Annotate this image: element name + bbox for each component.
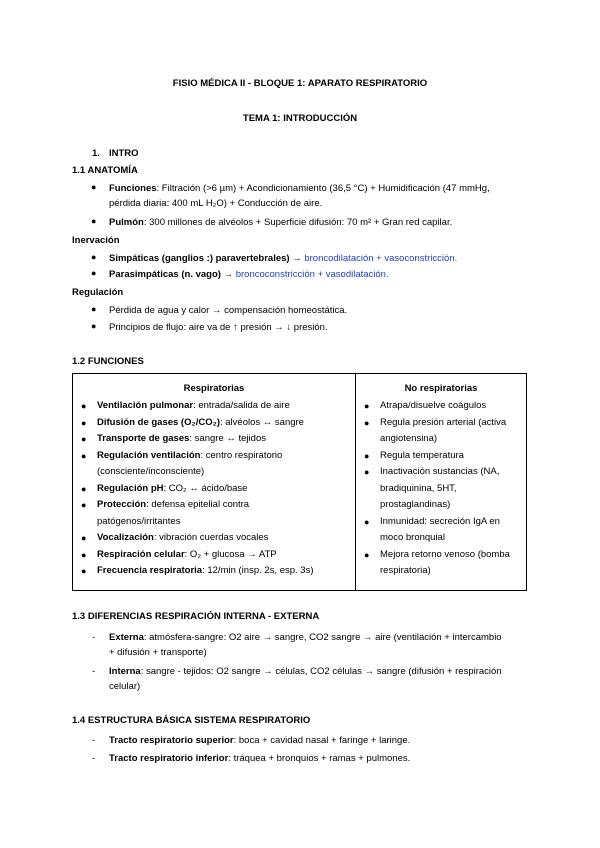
bullet-icon: ● <box>91 182 97 192</box>
anatomia-heading: 1.1 ANATOMÍA <box>72 165 138 176</box>
list-item: ● Regula temperatura <box>364 449 464 461</box>
dash-icon: - <box>92 753 96 764</box>
respiratorias-list <box>73 398 355 580</box>
estructura-item-inferior: Tracto respiratorio inferior: tráquea + bronquios + ramas + pulmones. <box>109 753 411 764</box>
list-item: ● Inmunidad: secreción IgA en moco bronquial <box>364 515 500 543</box>
list-item: ● Regulación pH: CO₂ ↔ ácido/base <box>81 482 248 494</box>
bullet-icon: ● <box>91 304 97 314</box>
dash-icon: - <box>92 735 96 746</box>
estructura-item-superior: Tracto respiratorio superior: boca + cavidad nasal + faringe + laringe. <box>109 735 411 746</box>
list-item: ● Ventilación pulmonar: entrada/salida de aire <box>81 400 290 411</box>
list-item: ● Transporte de gases: sangre ↔ tejidos <box>81 433 266 444</box>
no-respiratorias-column <box>356 374 527 591</box>
document-title: FISIO MÉDICA II - BLOQUE 1: APARATO RESPIRATORIO <box>172 78 428 89</box>
list-item: ● Vocalización: vibración cuerdas vocales <box>81 532 269 543</box>
list-item: ● Regulación ventilación: centro respiratorio (consciente/inconsciente) <box>81 449 283 477</box>
bullet-icon: ● <box>91 252 97 262</box>
no-respiratorias-header: No respiratorias <box>404 383 478 394</box>
list-item: ● Inactivación sustancias (NA, bradiquinina, 5HT, prostaglandinas) <box>364 466 500 510</box>
anatomia-item-funciones: Funciones: Filtración (>6 µm) + Acondicionamiento (36,5 °C) + Humidificación (47 mmHg, <box>109 183 490 194</box>
diferencias-heading: 1.3 DIFERENCIAS RESPIRACIÓN INTERNA - EXTERNA <box>72 611 320 622</box>
bullet-icon: ● <box>91 321 97 331</box>
diferencias-item-interna: Interna: sangre - tejidos: O2 sangre → células, CO2 células → sangre (difusión + respiración <box>109 666 502 677</box>
dash-icon: - <box>92 666 96 677</box>
intro-number: 1. <box>92 148 100 159</box>
tema-title: TEMA 1: INTRODUCCIÓN <box>242 113 358 124</box>
diferencias-item-interna-cont: celular) <box>109 681 141 692</box>
list-item: ● Regula presión arterial (activa angiotensina) <box>364 416 507 444</box>
regulacion-item: Pérdida de agua y calor → compensación homeostática. <box>109 305 348 316</box>
bullet-icon: ● <box>91 268 97 278</box>
list-item: ● Frecuencia respiratoria: 12/min (insp. 2s, esp. 3s) <box>81 565 314 576</box>
list-item: ● Protección: defensa epitelial contra patógenos/irritantes <box>81 499 250 527</box>
list-item: ● Atrapa/disuelve coágulos <box>364 400 487 411</box>
respiratorias-column <box>73 374 356 591</box>
list-item: ● Difusión de gases (O₂/CO₂): alvéolos ↔ sangre <box>81 416 304 428</box>
inervacion-item-simpaticas: Simpáticas (ganglios :) paravertebrales) → broncodilatación + vasoconstricción. <box>109 253 458 264</box>
anatomia-item-pulmon: Pulmón: 300 millones de alvéolos + Superficie difusión: 70 m² + Gran red capilar. <box>109 217 453 228</box>
bullet-icon: ● <box>91 216 97 226</box>
diferencias-item-externa: Externa: atmósfera-sangre: O2 aire → sangre, CO2 sangre → aire (ventilación + intercambio <box>109 632 502 643</box>
regulacion-heading: Regulación <box>72 287 124 298</box>
inervacion-heading: Inervación <box>72 235 120 246</box>
inervacion-item-parasimpaticas: Parasimpáticas (n. vago) → broncoconstricción + vasodilatación. <box>109 269 389 280</box>
funciones-heading: 1.2 FUNCIONES <box>72 356 144 367</box>
anatomia-item-funciones-cont: pérdida diaria: 400 mL H₂O) + Conducción de aire. <box>109 198 323 209</box>
respiratorias-header: Respiratorias <box>183 383 245 394</box>
funciones-table <box>72 373 527 591</box>
diferencias-item-externa-cont: + difusión + transporte) <box>109 647 207 658</box>
intro-heading: INTRO <box>109 148 139 159</box>
estructura-heading: 1.4 ESTRUCTURA BÁSICA SISTEMA RESPIRATORIO <box>72 715 311 726</box>
list-item: ● Respiración celular: O₂ + glucosa → ATP <box>81 548 277 560</box>
dash-icon: - <box>92 632 96 643</box>
regulacion-item: Principios de flujo: aire va de ↑ presión → ↓ presión. <box>109 322 328 333</box>
list-item: ● Mejora retorno venoso (bomba respiratoria) <box>364 548 510 576</box>
no-respiratorias-list <box>356 398 526 580</box>
